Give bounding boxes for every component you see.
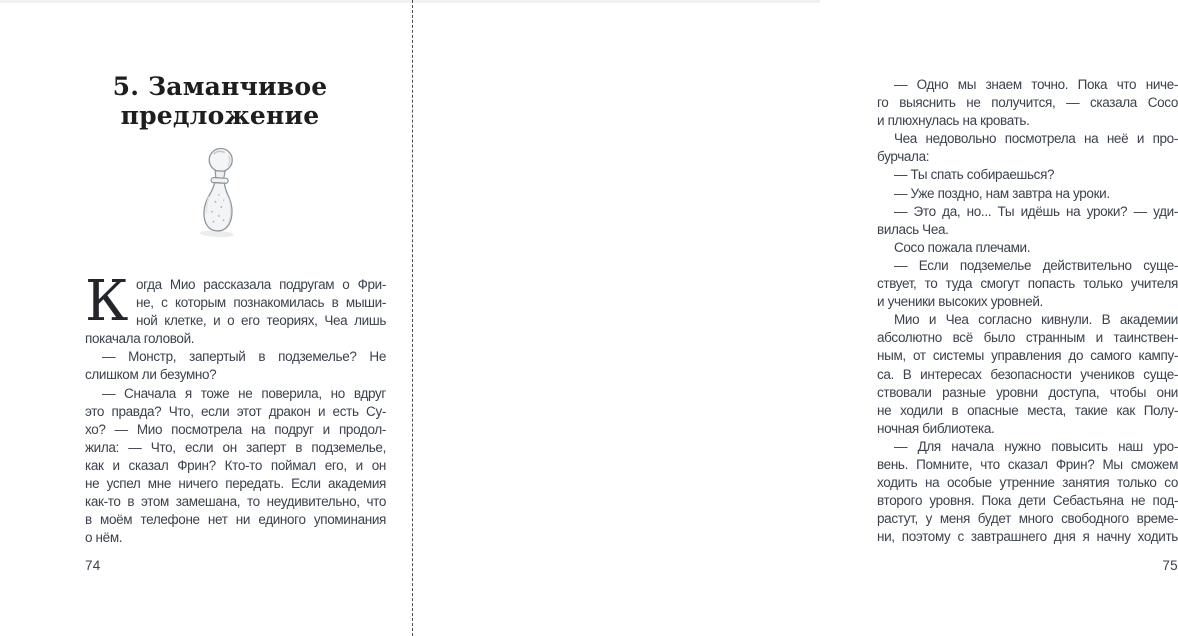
text-line: растут, у меня будет много свободного време- bbox=[877, 511, 1178, 527]
text-line: Чеа недовольно посмотрела на неё и про- bbox=[894, 131, 1178, 147]
text-line: ствует, то туда смогут попасть только учителя bbox=[877, 276, 1178, 292]
page-number-right: 75 bbox=[1162, 558, 1178, 573]
text-line: как-то в этом замешана, то неудивительно, что bbox=[85, 494, 386, 510]
text-line: ночная библиотека. bbox=[877, 420, 995, 436]
drop-cap: К bbox=[85, 269, 128, 334]
text-line: не, с которым познакомилась в мыши- bbox=[136, 295, 386, 311]
text-line: о нём. bbox=[85, 530, 123, 546]
text-line: — Сначала я тоже не поверила, но вдруг bbox=[102, 385, 386, 401]
text-line: ной клетке, и о его теориях, Чеа лишь bbox=[136, 313, 386, 329]
text-line: и ученики высоких уровней. bbox=[877, 294, 1043, 310]
text-line: — Для начала нужно повысить наш уро- bbox=[894, 438, 1178, 454]
text-line: ни, поэтому с завтрашнего дня я начну ходить bbox=[877, 529, 1178, 545]
text-line: и плюхнулась на кровать. bbox=[877, 113, 1030, 129]
text-line: в моём телефоне нет ни единого упоминания bbox=[85, 512, 386, 528]
text-line: са. В интересах безопасности учеников суще- bbox=[877, 366, 1178, 382]
text-line: Сосо пожала плечами. bbox=[894, 239, 1031, 255]
chapter-title-line2: предложение bbox=[120, 101, 320, 130]
text-line: слишком ли безумно? bbox=[85, 367, 217, 383]
left-page bbox=[0, 0, 412, 636]
text-line: второго уровня. Пока дети Себастьяна не под- bbox=[877, 493, 1178, 509]
left-page-text bbox=[85, 269, 386, 547]
potion-bottle-icon bbox=[194, 146, 246, 240]
text-line: жила: — Что, если он заперт в подземелье, bbox=[85, 439, 386, 455]
text-line: ствовали разные уровни доступа, чтобы они bbox=[877, 384, 1178, 400]
chapter-title bbox=[80, 72, 360, 130]
text-line: Мио и Чеа согласно кивнули. В академии bbox=[894, 312, 1178, 328]
page-number-left: 74 bbox=[85, 558, 101, 573]
text-line: хо? — Мио посмотрела на подруг и продол- bbox=[85, 421, 386, 437]
text-line: не успел мне ничего передать. Если академия bbox=[85, 476, 386, 492]
text-line: — Ты спать собираешься? bbox=[894, 167, 1055, 183]
text-line: как и сказал Фрин? Кто-то поймал его, и он bbox=[85, 457, 386, 473]
right-page bbox=[414, 0, 1178, 636]
chapter-title-line1: 5. Заманчивое bbox=[112, 72, 328, 101]
spread-divider-dashed-line bbox=[412, 0, 413, 636]
text-line: вень. Помните, что сказал Фрин? Мы сможем bbox=[877, 456, 1178, 472]
text-line: не ходили в опасные места, такие как Полу- bbox=[877, 402, 1178, 418]
text-line: абсолютно всё было странным и таинствен- bbox=[877, 330, 1178, 346]
text-line: — Это да, но... Ты идёшь на уроки? — уди- bbox=[894, 203, 1178, 219]
text-line: — Уже поздно, нам завтра на уроки. bbox=[894, 185, 1110, 201]
text-line: огда Мио рассказала подругам о Фри- bbox=[136, 277, 386, 292]
text-line: бурчала: bbox=[877, 149, 930, 165]
text-line: это правда? Что, если этот дракон и есть Су- bbox=[85, 403, 386, 419]
text-line: — Монстр, запертый в подземелье? Не bbox=[102, 349, 386, 365]
text-line: вилась Чеа. bbox=[877, 221, 949, 237]
text-line: го выяснить не получится, — сказала Сосо bbox=[877, 95, 1178, 111]
text-line: — Если подземелье действительно суще- bbox=[894, 257, 1178, 273]
text-line: ходить на особые утренние занятия только со bbox=[877, 475, 1178, 491]
right-page-text bbox=[877, 76, 1178, 546]
text-line: покачала головой. bbox=[85, 331, 195, 347]
text-line: ным, от системы управления до самого кампу- bbox=[877, 348, 1178, 364]
text-line: — Одно мы знаем точно. Пока что ниче- bbox=[894, 77, 1178, 92]
